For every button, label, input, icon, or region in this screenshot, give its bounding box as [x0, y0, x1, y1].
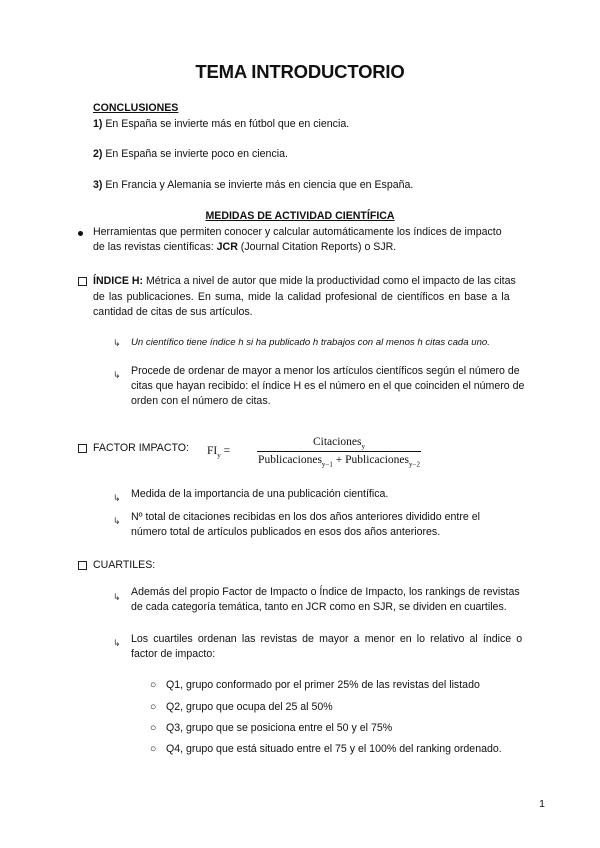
impact-factor-sub2-line2: número total de artículos publicados en esos dos años anteriores.	[131, 526, 441, 538]
circle-bullet-icon: ○	[150, 701, 157, 713]
circle-bullet-icon: ○	[150, 722, 157, 734]
formula-denominator	[257, 453, 421, 468]
h-index-line3: cantidad de citas de sus artículos.	[93, 306, 253, 318]
impact-factor-sub1: Medida de la importancia de una publicación científica.	[131, 488, 389, 500]
quartiles-sub1-line2: de cada categoría temática, tanto en JCR como en SJR, se dividen en cuartiles.	[131, 601, 507, 613]
formula-lhs	[207, 444, 230, 459]
conclusion-item	[93, 147, 553, 162]
conclusions-heading: CONCLUSIONES	[93, 102, 179, 114]
jcr-bold: JCR	[216, 241, 238, 253]
conclusion-text: En España se invierte más en fútbol que en ciencia.	[102, 118, 350, 130]
measures-bullet-line1: Herramientas que permiten conocer y calcular automáticamente los índices de impacto	[93, 226, 502, 238]
quartile-item: Q2, grupo que ocupa del 25 al 50%	[166, 701, 333, 713]
formula-numerator	[257, 435, 421, 450]
conclusion-item	[93, 178, 553, 193]
impact-factor-checkbox[interactable]	[78, 444, 87, 453]
formula-den-sub1: y−1	[321, 460, 333, 469]
conclusion-item	[93, 117, 553, 132]
formula-fi: FI	[207, 445, 218, 457]
impact-factor-sub2-line1: Nº total de citaciones recibidas en los dos años anteriores dividido entre el	[131, 511, 480, 523]
h-index-line2: de las publicaciones. En suma, mide la calidad profesional de científicos en base a la	[93, 291, 510, 303]
formula-den-plus: +	[332, 454, 346, 466]
conclusion-text: En España se invierte poco en ciencia.	[102, 148, 288, 160]
quartiles-checkbox[interactable]	[78, 561, 87, 570]
quartiles-label: CUARTILES:	[93, 559, 156, 571]
arrow-icon: ↳	[113, 338, 121, 348]
page-title: TEMA INTRODUCTORIO	[195, 61, 405, 82]
formula-fraction-bar	[257, 451, 421, 452]
arrow-icon: ↳	[113, 638, 121, 648]
quartiles-sub2-line2: factor de impacto:	[131, 648, 216, 660]
impact-factor-formula	[207, 431, 420, 471]
circle-bullet-icon: ○	[150, 679, 157, 691]
h-index-sub2-line3: orden con el número de citas.	[131, 395, 271, 407]
h-index-sub2-line2: citas que hayan recibido: el índice H es el número en el que coinciden el número de	[131, 380, 525, 392]
h-index-sub1: Un científico tiene índice h si ha publicado h trabajos con al menos h citas cada uno.	[131, 337, 490, 348]
formula-den-sub2: y−2	[409, 460, 420, 469]
h-index-label: ÍNDICE H:	[93, 275, 144, 287]
quartiles-sub2-line1: Los cuartiles ordenan las revistas de mayor a menor en lo relativo al índice o	[131, 633, 523, 645]
impact-factor-label: FACTOR IMPACTO:	[93, 442, 189, 454]
conclusion-text: En Francia y Alemania se invierte más en ciencia que en España.	[102, 179, 414, 191]
conclusion-number: 3)	[93, 179, 103, 191]
measures-text: de las revistas científicas:	[93, 241, 217, 253]
arrow-icon: ↳	[113, 370, 121, 380]
conclusion-number: 1)	[93, 118, 103, 130]
measures-bullet-line2	[93, 240, 553, 255]
measures-heading: MEDIDAS DE ACTIVIDAD CIENTÍFICA	[205, 210, 395, 222]
quartiles-sub1-line1: Además del propio Factor de Impacto o Índice de Impacto, los rankings de revistas	[131, 586, 520, 598]
quartile-item: Q3, grupo que se posiciona entre el 50 y el 75%	[166, 722, 393, 734]
circle-bullet-icon: ○	[150, 743, 157, 755]
h-index-text: Métrica a nivel de autor que mide la productividad como el impacto de las citas	[143, 275, 516, 287]
bullet-dot-icon	[78, 231, 83, 236]
arrow-icon: ↳	[113, 516, 121, 526]
quartile-item: Q4, grupo que está situado entre el 75 y el 100% del ranking ordenado.	[166, 743, 502, 755]
formula-lhs-sub: y	[217, 451, 221, 460]
formula-den-part1: Publicaciones	[258, 454, 322, 466]
arrow-icon: ↳	[113, 592, 121, 602]
page-number: 1	[539, 798, 545, 810]
formula-num-sub: y	[361, 442, 366, 451]
h-index-sub2-line1: Procede de ordenar de mayor a menor los artículos científicos según el número de	[131, 365, 520, 377]
formula-eq: =	[220, 445, 231, 457]
formula-den-part2: Publicaciones	[345, 454, 409, 466]
measures-text: (Journal Citation Reports) o SJR.	[237, 241, 397, 253]
quartile-item: Q1, grupo conformado por el primer 25% de las revistas del listado	[166, 679, 480, 691]
h-index-line1	[93, 274, 553, 289]
h-index-checkbox[interactable]	[78, 277, 87, 286]
arrow-icon: ↳	[113, 493, 121, 503]
conclusion-number: 2)	[93, 148, 103, 160]
formula-num-text: Citaciones	[312, 436, 362, 448]
